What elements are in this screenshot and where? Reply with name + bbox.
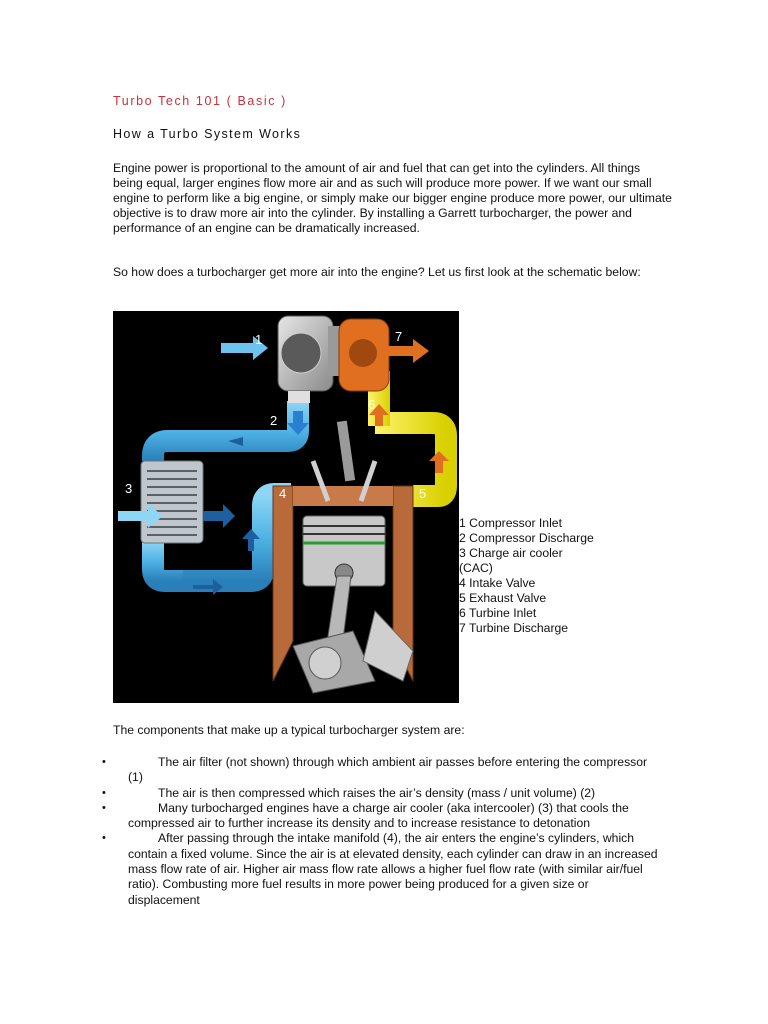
list-item-text: The air filter (not shown) through which ambient air passes before entering the compressor (1) — [128, 755, 648, 785]
intro-paragraph: Engine power is proportional to the amount of air and fuel that can get into the cylinders. All things being equal, larger engines flow more air and as such will produce more power. If we want our small engine to perform like a big engine, or simply make our bigger engine produce more power, our ultimate objective is to draw more air into the cylinder. By installing a Garrett turbocharger, the power and performance of an engine can be dramatically increased. — [113, 161, 672, 235]
callout-6: 6 — [368, 397, 376, 412]
callout-2: 2 — [270, 413, 278, 428]
turbo-schematic-svg — [113, 311, 459, 703]
diagram-legend — [459, 516, 594, 636]
engine-block-left — [273, 486, 293, 681]
legend-item: 4 Intake Valve — [459, 576, 536, 590]
legend-item: 5 Exhaust Valve — [459, 591, 547, 605]
callout-4: 4 — [279, 486, 287, 501]
legend-item: 2 Compressor Discharge — [459, 531, 594, 545]
legend-item: (CAC) — [459, 561, 493, 575]
bullet-icon: • — [102, 832, 106, 845]
turbo-schematic-diagram — [113, 311, 459, 703]
bullet-icon: • — [102, 786, 106, 799]
question-paragraph: So how does a turbocharger get more air into the engine? Let us first look at the schematic below: — [113, 265, 641, 279]
list-item-text: After passing through the intake manifold (4), the air enters the engine’s cylinders, which contain a fixed volume. Since the air is at elevated density, each cylinder can draw in an increased mass flow rate of air. Higher air mass flow rate allows a higher fuel flow rate (with similar air/fuel ratio). Combusting more fuel results in more power being produced for a given size or displacement — [128, 831, 658, 907]
callout-3: 3 — [125, 481, 133, 496]
list-item — [98, 801, 658, 832]
bullet-icon: • — [102, 801, 106, 814]
callout-7: 7 — [395, 329, 403, 344]
list-item-text: Many turbocharged engines have a charge air cooler (aka intercooler) (3) that cools the compressed air to further increase its density and to increase resistance to detonation — [128, 800, 629, 831]
section-heading: How a Turbo System Works — [113, 127, 302, 141]
callout-5: 5 — [419, 486, 427, 501]
components-intro: The components that make up a typical turbocharger system are: — [113, 723, 465, 737]
legend-item: 7 Turbine Discharge — [459, 621, 569, 635]
list-item-text: The air is then compressed which raises the air’s density (mass / unit volume) (2) — [158, 785, 596, 800]
legend-item: 3 Charge air cooler — [459, 546, 563, 560]
components-list — [98, 755, 658, 908]
list-item — [98, 786, 658, 801]
compressor-discharge-pipe — [153, 401, 298, 461]
list-item — [98, 831, 658, 907]
legend-item: 6 Turbine Inlet — [459, 606, 537, 620]
legend-item: 1 Compressor Inlet — [459, 516, 562, 530]
callout-1: 1 — [255, 332, 263, 347]
page-title: Turbo Tech 101 ( Basic ) — [113, 94, 287, 108]
charge-air-cooler — [141, 461, 203, 543]
list-item — [98, 755, 658, 786]
bullet-icon: • — [102, 756, 106, 768]
